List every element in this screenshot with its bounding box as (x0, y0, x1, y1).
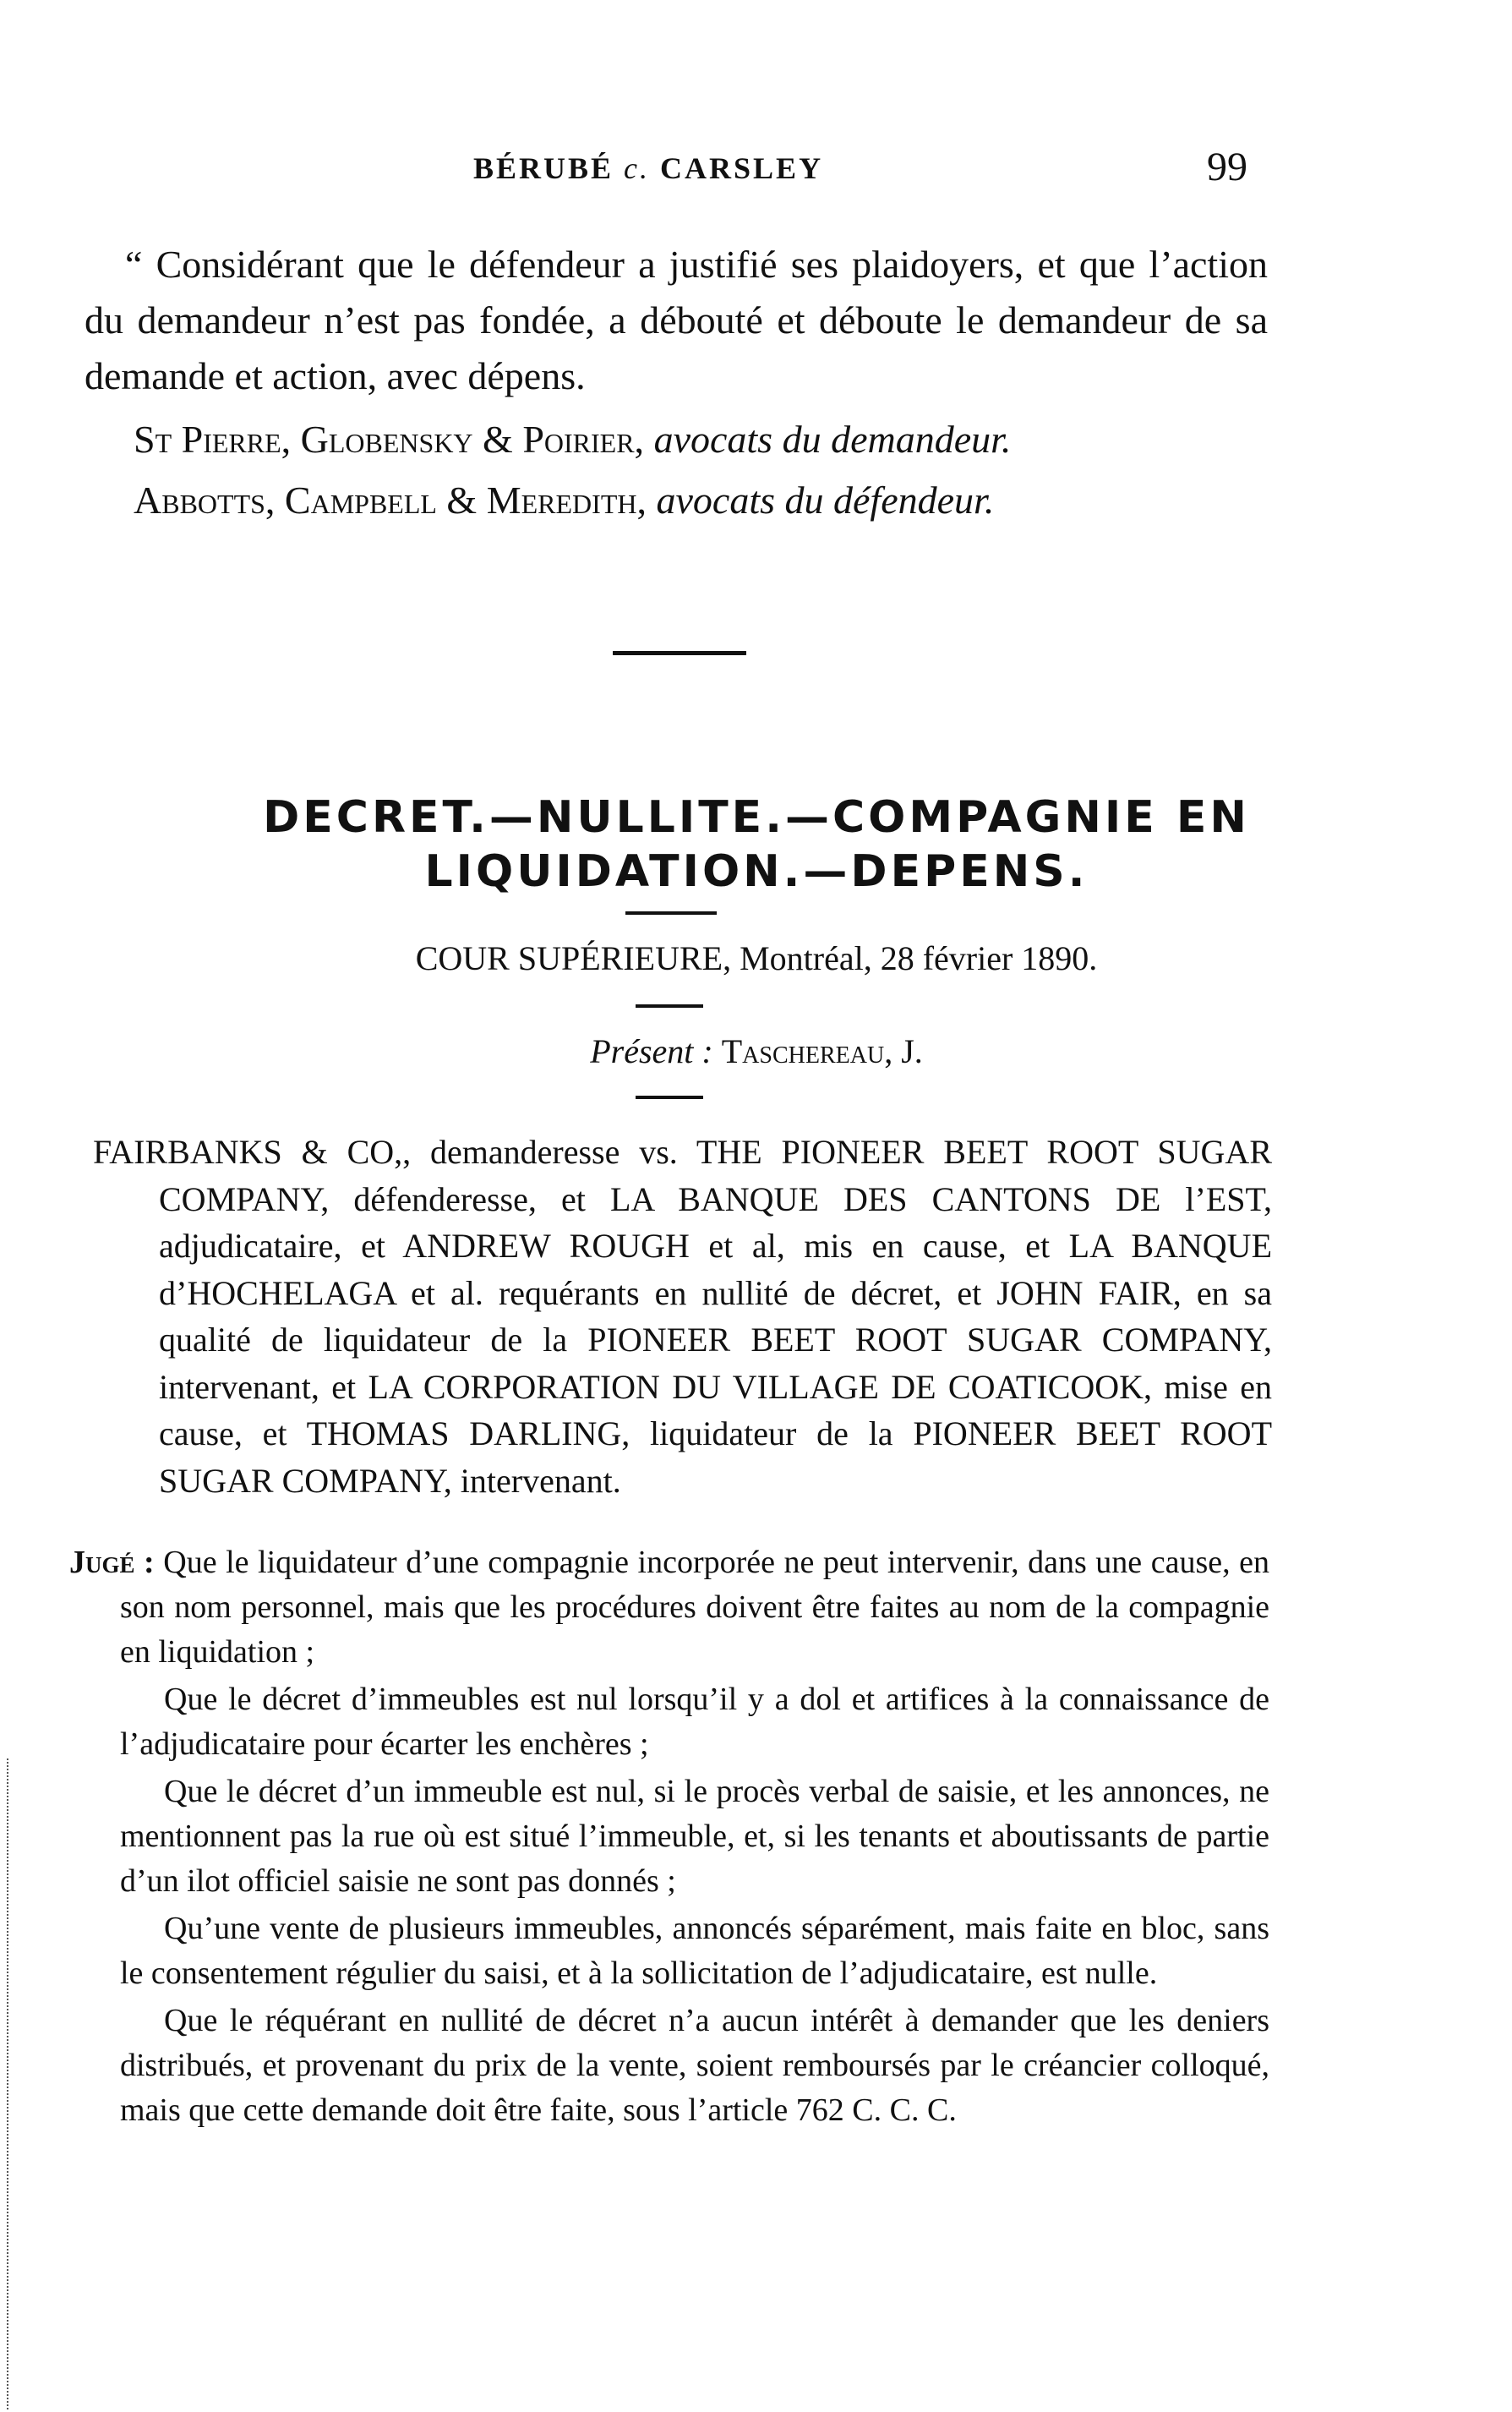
court-rule (636, 1004, 703, 1008)
counsel-defendant-names: Abbotts, Campbell & Meredith, (134, 479, 647, 522)
page-number: 99 (1207, 145, 1247, 189)
court-name: COUR SUPÉRIEURE, (415, 939, 732, 977)
running-head-vs: c. (624, 151, 651, 185)
counsel-plaintiff-names: St Pierre, Globensky & Poirier, (134, 418, 645, 461)
present-line (169, 1031, 1344, 1071)
holding-item-3: Que le décret d’un immeuble est nul, si le procès verbal de saisie, et les annonces, ne mentionnent pas la rue où est situé l’immeuble, et, si les tenants et aboutissants de partie d’un ilot officiel saisie ne sont pas donnés ; (120, 1774, 1269, 1899)
present-label: Présent : (590, 1032, 713, 1070)
present-judge: Taschereau, J. (721, 1032, 923, 1070)
court-line (169, 938, 1344, 978)
counsel-defendant-role: avocats du défendeur. (656, 479, 995, 522)
holding-label: Jugé : (69, 1545, 155, 1580)
counsel-plaintiff (85, 409, 1268, 470)
section-divider (613, 651, 746, 655)
counsel-defendant (85, 470, 1268, 531)
running-head (473, 150, 823, 186)
running-head-left: BÉRUBÉ (473, 151, 614, 185)
previous-judgment-conclusion (85, 237, 1268, 531)
holding-text-1: Que le liquidateur d’une compagnie incorporée ne peut intervenir, dans une cause, en son nom personnel, mais que les procédures doivent être faites au nom de la compagnie en liquidation ; (120, 1545, 1269, 1670)
case-title-line-2: LIQUIDATION.—DEPENS. (424, 846, 1089, 897)
present-rule (636, 1096, 703, 1099)
case-title (152, 790, 1361, 899)
holding-item-1 (69, 1540, 1269, 1675)
binding-margin-marks (7, 1758, 12, 2409)
court-place-date: Montréal, 28 février 1890. (740, 939, 1098, 977)
case-parties: FAIRBANKS & CO,, demanderesse vs. THE PIONEER BEET ROOT SUGAR COMPANY, défenderesse, et LA BANQUE DES CANTONS DE l’EST, adjudicataire, et ANDREW ROUGH et al, mis en cause, et LA BANQUE d’HOCHELAGA et al. requérants en nullité de décret, et JOHN FAIR, en sa qualité de liquidateur de la PIONEER BEET ROOT SUGAR COMPANY, intervenant, et LA CORPORATION DU VILLAGE DE COATICOOK, mise en cause, et THOMAS DARLING, liquidateur de la PIONEER BEET ROOT SUGAR COMPANY, intervenant. (93, 1133, 1272, 1500)
holdings (69, 1540, 1269, 2136)
running-head-right: CARSLEY (660, 151, 824, 185)
holding-item-5: Que le réquérant en nullité de décret n’a aucun intérêt à demander que les deniers distribués, et provenant du prix de la vente, soient remboursés par le créancier colloqué, mais que cette demande doit être faite, sous l’article 762 C. C. C. (120, 2003, 1269, 2128)
holding-item-2: Que le décret d’immeubles est nul lorsqu’il y a dol et artifices à la connaissance de l’adjudicataire pour écarter les enchères ; (120, 1682, 1269, 1762)
judgment-paragraph: “ Considérant que le défendeur a justifié ses plaidoyers, et que l’action du demandeur n’est pas fondée, a débouté et déboute le demandeur de sa demande et action, avec dépens. (85, 243, 1268, 397)
case-title-line-1: DECRET.—NULLITE.—COMPAGNIE EN (263, 792, 1250, 843)
title-rule (625, 911, 717, 915)
counsel-plaintiff-role: avocats du demandeur. (653, 418, 1012, 461)
holding-item-4: Qu’une vente de plusieurs immeubles, annoncés séparément, mais faite en bloc, sans le consentement régulier du saisi, et à la sollicitation de l’adjudicataire, est nulle. (120, 1911, 1269, 1991)
